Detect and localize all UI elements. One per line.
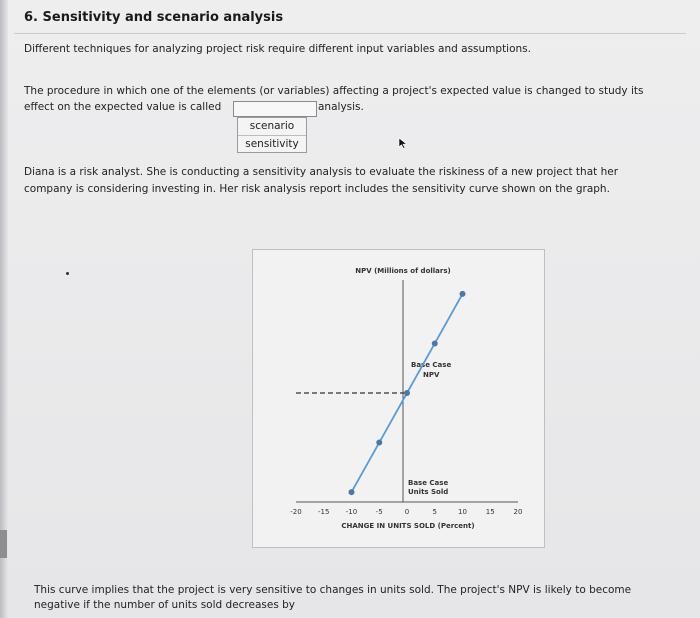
answer-dropdown[interactable] (233, 101, 317, 117)
option-sensitivity[interactable]: sensitivity (238, 135, 306, 153)
x-axis-label: CHANGE IN UNITS SOLD (Percent) (341, 522, 475, 530)
edge-mark (0, 530, 7, 558)
x-tick-label: 15 (485, 508, 495, 516)
window-edge (0, 0, 8, 618)
x-tick-label: -15 (318, 508, 330, 516)
question2-line1: This curve implies that the project is very sensitive to changes in units sold. The project's NPV is likely to become (34, 584, 632, 596)
option-scenario[interactable]: scenario (249, 120, 295, 132)
x-tick-label: 20 (513, 508, 523, 516)
heading-divider (14, 33, 686, 34)
x-tick-label: 10 (458, 508, 467, 516)
base-case-npv-label: Base Case NPV (411, 361, 452, 379)
data-point (460, 291, 466, 297)
question1-line2-prefix: effect on the expected value is called (24, 101, 222, 113)
paragraph2-line1: Diana is a risk analyst. She is conducting a sensitivity analysis to evaluate the riskiness of a new project that her (24, 166, 619, 178)
intro-text: Different techniques for analyzing project risk require different input variables and assumptions. (24, 43, 531, 55)
question2-line2: negative if the number of units sold decreases by (34, 599, 296, 611)
data-point (432, 340, 438, 346)
data-point (404, 390, 410, 396)
bullet-dot (66, 272, 69, 275)
x-tick-label: 5 (432, 508, 437, 516)
paragraph2-line2: company is considering investing in. Her risk analysis report includes the sensitivity curve shown on the graph. (24, 183, 610, 195)
section-heading: 6. Sensitivity and scenario analysis (24, 10, 284, 25)
dropdown-options (237, 117, 307, 153)
x-tick-label: -20 (290, 508, 302, 516)
x-tick-label: 0 (404, 508, 410, 516)
base-case-units-label: Base Case Units Sold (408, 479, 449, 496)
sensitivity-chart (252, 249, 545, 548)
question1-line1: The procedure in which one of the elements (or variables) affecting a project's expected value is changed to study its (24, 85, 644, 97)
data-point (349, 489, 355, 495)
x-tick-label: -5 (375, 508, 383, 516)
chart-title: NPV (Millions of dollars) (355, 267, 451, 275)
data-point (376, 440, 382, 446)
chart-svg (253, 250, 544, 547)
question1-line2-suffix: analysis. (318, 101, 364, 113)
x-tick-label: -10 (345, 508, 358, 516)
mouse-cursor-icon (398, 137, 408, 149)
